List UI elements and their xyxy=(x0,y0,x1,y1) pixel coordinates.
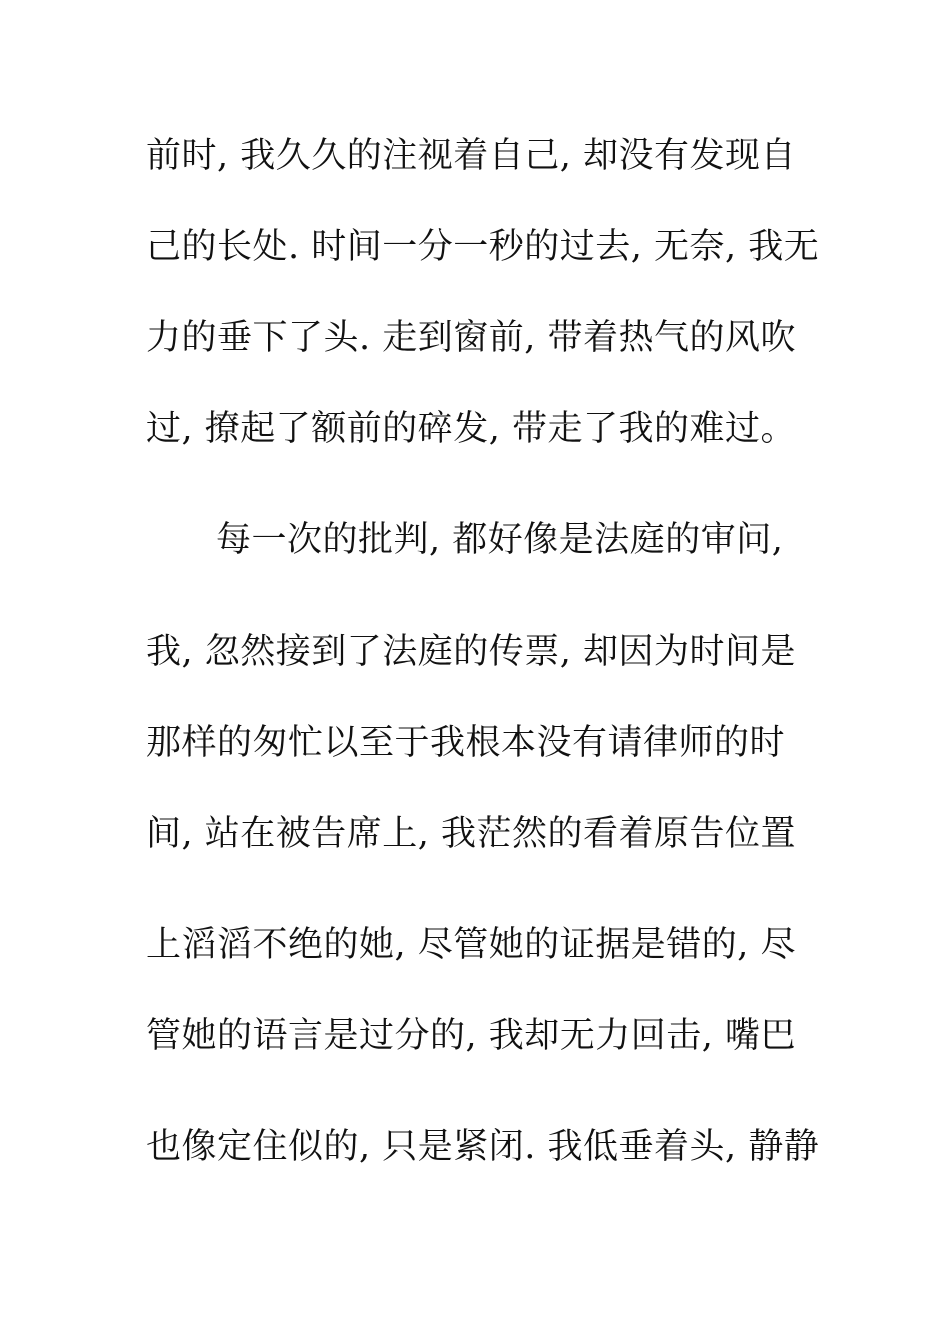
text-line-8: 间, 站在被告席上, 我茫然的看着原告位置 xyxy=(146,814,797,854)
text-line-9: 上滔滔不绝的她, 尽管她的证据是错的, 尽 xyxy=(146,925,797,965)
text-line-2: 己的长处. 时间一分一秒的过去, 无奈, 我无 xyxy=(146,227,820,267)
paragraph-2-first-line: 每一次的批判, 都好像是法庭的审问, xyxy=(216,520,784,560)
text-line-10: 管她的语言是过分的, 我却无力回击, 嘴巴 xyxy=(146,1016,797,1056)
text-line-4: 过, 撩起了额前的碎发, 带走了我的难过。 xyxy=(146,409,797,449)
text-line-3: 力的垂下了头. 走到窗前, 带着热气的风吹 xyxy=(146,318,797,358)
text-line-6: 我, 忽然接到了法庭的传票, 却因为时间是 xyxy=(146,632,797,672)
text-line-11: 也像定住似的, 只是紧闭. 我低垂着头, 静静 xyxy=(146,1127,820,1167)
text-line-1: 前时, 我久久的注视着自己, 却没有发现自 xyxy=(146,136,797,176)
text-line-7: 那样的匆忙以至于我根本没有请律师的时 xyxy=(146,723,786,763)
